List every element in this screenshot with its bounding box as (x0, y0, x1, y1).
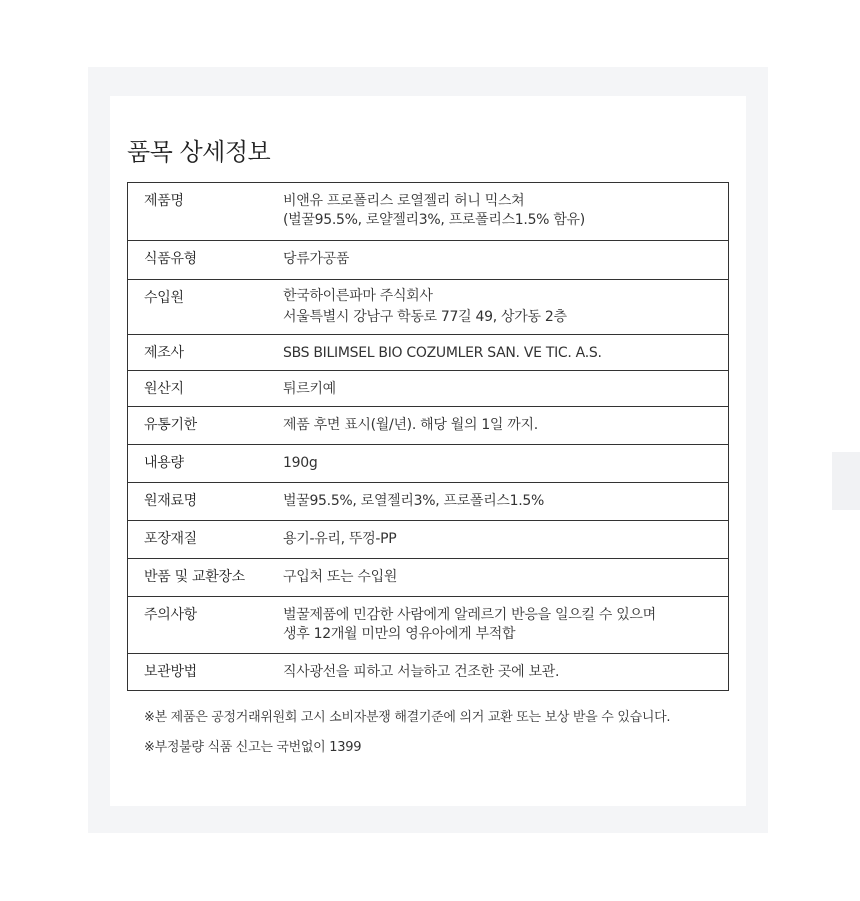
row-value: 튀르키예 (283, 371, 729, 407)
row-label: 제품명 (128, 183, 284, 241)
row-label: 원산지 (128, 371, 284, 407)
row-value: 비앤유 프로폴리스 로열젤리 허니 믹스쳐 (벌꿀95.5%, 로얄젤리3%, 프로폴리스1.5% 함유) (283, 183, 729, 241)
row-label: 내용량 (128, 445, 284, 483)
table-row-food-type (128, 241, 729, 280)
table-row-product-name (128, 183, 729, 241)
product-info-table (127, 182, 729, 691)
page-title: 품목 상세정보 (127, 138, 271, 166)
row-label: 포장재질 (128, 521, 284, 559)
table-row-manufacturer (128, 335, 729, 371)
row-label: 주의사항 (128, 597, 284, 654)
exchange-note: ※본 제품은 공정거래위원회 고시 소비자분쟁 해결기준에 의거 교환 또는 보상 받을 수 있습니다. (144, 710, 671, 725)
row-value: 한국하이른파마 주식회사 서울특별시 강남구 학동로 77길 49, 상가동 2층 (283, 280, 729, 335)
side-scroll-tab[interactable] (832, 452, 860, 510)
table-row-caution (128, 597, 729, 654)
row-value: 190g (283, 445, 729, 483)
row-value: 당류가공품 (283, 241, 729, 280)
row-label: 제조사 (128, 335, 284, 371)
row-label: 식품유형 (128, 241, 284, 280)
row-value: 구입처 또는 수입원 (283, 559, 729, 597)
table-row-origin (128, 371, 729, 407)
table-row-storage (128, 654, 729, 691)
row-value: 직사광선을 피하고 서늘하고 건조한 곳에 보관. (283, 654, 729, 691)
report-note: ※부정불량 식품 신고는 국번없이 1399 (144, 740, 362, 755)
row-value: 제품 후면 표시(월/년). 해당 월의 1일 까지. (283, 407, 729, 445)
footnotes (144, 708, 670, 768)
row-label: 유통기한 (128, 407, 284, 445)
row-label: 원재료명 (128, 483, 284, 521)
row-value: 용기-유리, 뚜껑-PP (283, 521, 729, 559)
table-row-returns (128, 559, 729, 597)
row-label: 반품 및 교환장소 (128, 559, 284, 597)
row-value: SBS BILIMSEL BIO COZUMLER SAN. VE TIC. A.S. (283, 335, 729, 371)
row-value: 벌꿀95.5%, 로열젤리3%, 프로폴리스1.5% (283, 483, 729, 521)
table-row-importer (128, 280, 729, 335)
table-row-volume (128, 445, 729, 483)
row-value: 벌꿀제품에 민감한 사람에게 알레르기 반응을 일으킬 수 있으며 생후 12개월 미만의 영유아에게 부적합 (283, 597, 729, 654)
table-row-ingredients (128, 483, 729, 521)
row-label: 수입원 (128, 280, 284, 335)
row-label: 보관방법 (128, 654, 284, 691)
table-row-expiry (128, 407, 729, 445)
table-row-packaging (128, 521, 729, 559)
